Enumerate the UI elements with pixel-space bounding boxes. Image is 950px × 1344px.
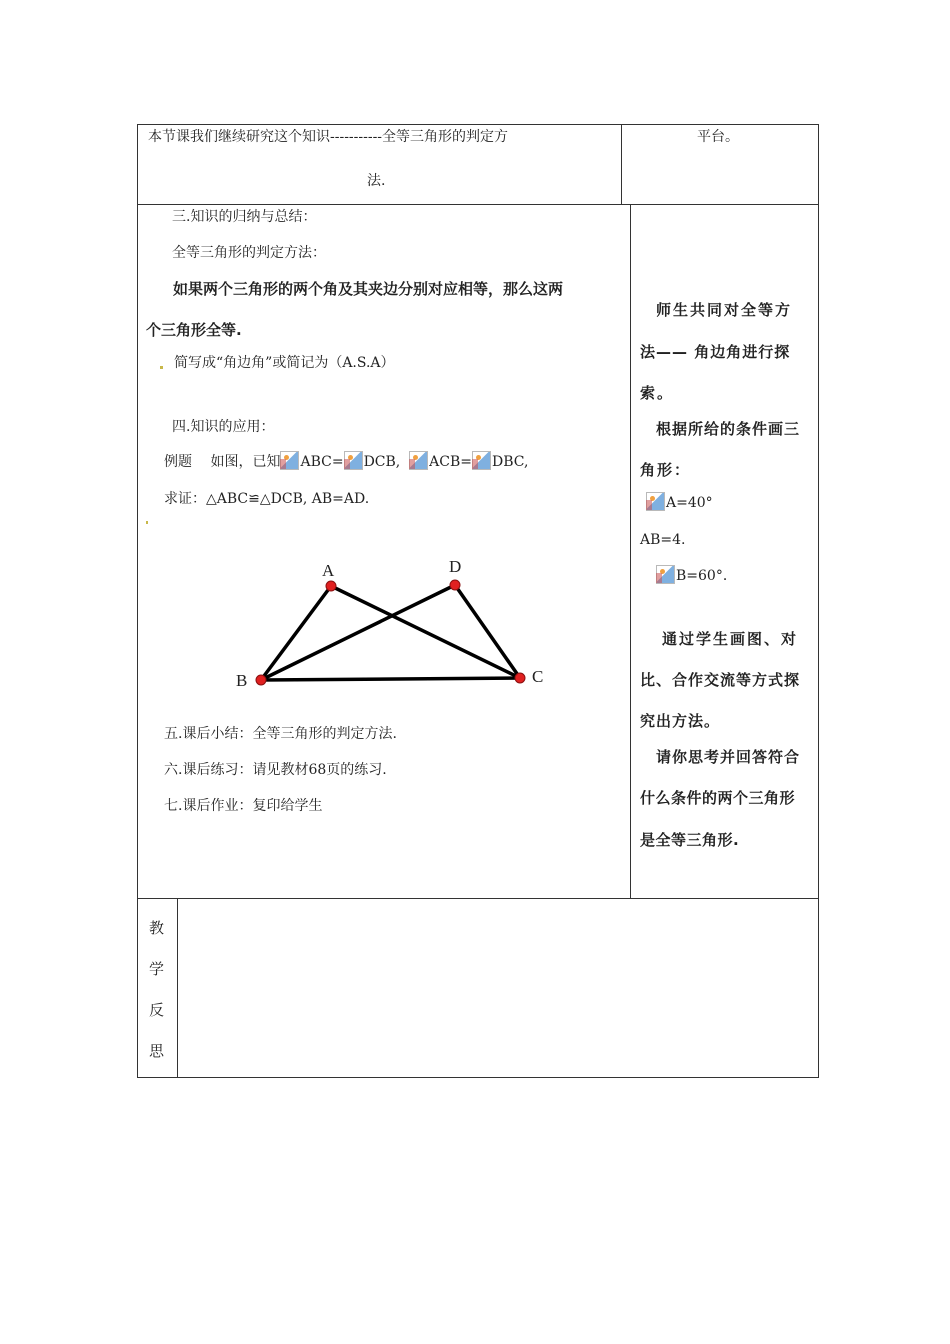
example-line (164, 451, 528, 471)
angle-image-icon (344, 451, 363, 470)
label-c: C (532, 667, 544, 686)
note2-line1: 根据所给的条件画三 (656, 420, 801, 438)
section6-text: 六.课后练习：请见教材68页的练习. (164, 762, 387, 778)
section3-sub: 全等三角形的判定方法： (172, 245, 326, 261)
row2-divider (137, 898, 819, 899)
example-angle-dbc: DBC, (492, 454, 529, 470)
angle-image-icon (656, 565, 675, 584)
note1-line3: 索。 (640, 384, 675, 402)
reflection-char-2: 学 (149, 960, 165, 978)
row1-divider (137, 204, 819, 205)
reflection-char-1: 教 (149, 919, 165, 937)
rule-line1: 如果两个三角形的两个角及其夹边分别对应相等，那么这两 (173, 280, 564, 298)
note1-line2: 法—— 角边角进行探 (640, 343, 791, 361)
condition-angle-a: A=40° (646, 492, 713, 512)
note4-line2: 什么条件的两个三角形 (640, 789, 796, 807)
prove-text: 求证：△ABC≌△DCB, AB=AD. (164, 491, 370, 507)
example-angle-dcb: DCB, (363, 454, 401, 470)
label-d: D (449, 557, 462, 576)
angle-image-icon (280, 451, 299, 470)
condition-side-ab: AB=4. (640, 532, 686, 548)
section7-text: 七.课后作业：复印给学生 (164, 798, 323, 814)
top-left-text-line2: 法. (367, 173, 386, 189)
row2-col-divider (630, 204, 631, 899)
top-left-text-line1: 本节课我们继续研究这个知识-----------全等三角形的判定方 (148, 129, 509, 145)
section4-heading: 四.知识的应用： (172, 419, 275, 435)
angle-image-icon (409, 451, 428, 470)
segment-bc (261, 678, 520, 680)
angle-image-icon (646, 492, 665, 511)
table-border-right (818, 124, 819, 1078)
row3-col-divider (177, 898, 178, 1078)
point-d (450, 580, 460, 590)
note2-line2: 角形： (640, 461, 692, 479)
top-right-text: 平台。 (697, 129, 739, 145)
segment-ab (261, 586, 331, 680)
section3-heading: 三.知识的归纳与总结： (172, 209, 317, 225)
table-border-left (137, 124, 138, 1078)
example-angle-acb: ACB= (429, 454, 472, 470)
abbr-text: 简写成“角边角”或简记为（A.S.A） (174, 355, 395, 371)
edit-mark (160, 366, 163, 369)
label-b: B (236, 671, 248, 690)
angle-image-icon (472, 451, 491, 470)
point-c (515, 673, 525, 683)
note4-line1: 请你思考并回答符合 (656, 748, 801, 766)
section5-text: 五.课后小结：全等三角形的判定方法. (164, 726, 397, 742)
point-a (326, 581, 336, 591)
note4-line3: 是全等三角形. (640, 831, 740, 849)
rule-line2: 个三角形全等. (146, 321, 242, 339)
triangle-figure (228, 552, 558, 697)
label-a: A (322, 561, 335, 580)
reflection-char-4: 思 (149, 1042, 165, 1060)
example-prefix: 例题 如图，已知 (164, 454, 281, 470)
note3-line2: 比、合作交流等方式探 (640, 671, 801, 689)
edit-mark (146, 521, 148, 524)
point-b (256, 675, 266, 685)
table-border-top (137, 124, 819, 125)
note3-line1: 通过学生画图、对 (662, 630, 799, 648)
row1-col-divider (621, 124, 622, 205)
reflection-char-3: 反 (149, 1001, 165, 1019)
note1-line1: 师生共同对全等方 (656, 301, 793, 319)
note3-line3: 究出方法。 (640, 712, 721, 730)
table-border-bottom (137, 1077, 819, 1078)
example-angle-abc: ABC= (300, 454, 344, 470)
condition-angle-b: B=60°． (656, 565, 737, 585)
